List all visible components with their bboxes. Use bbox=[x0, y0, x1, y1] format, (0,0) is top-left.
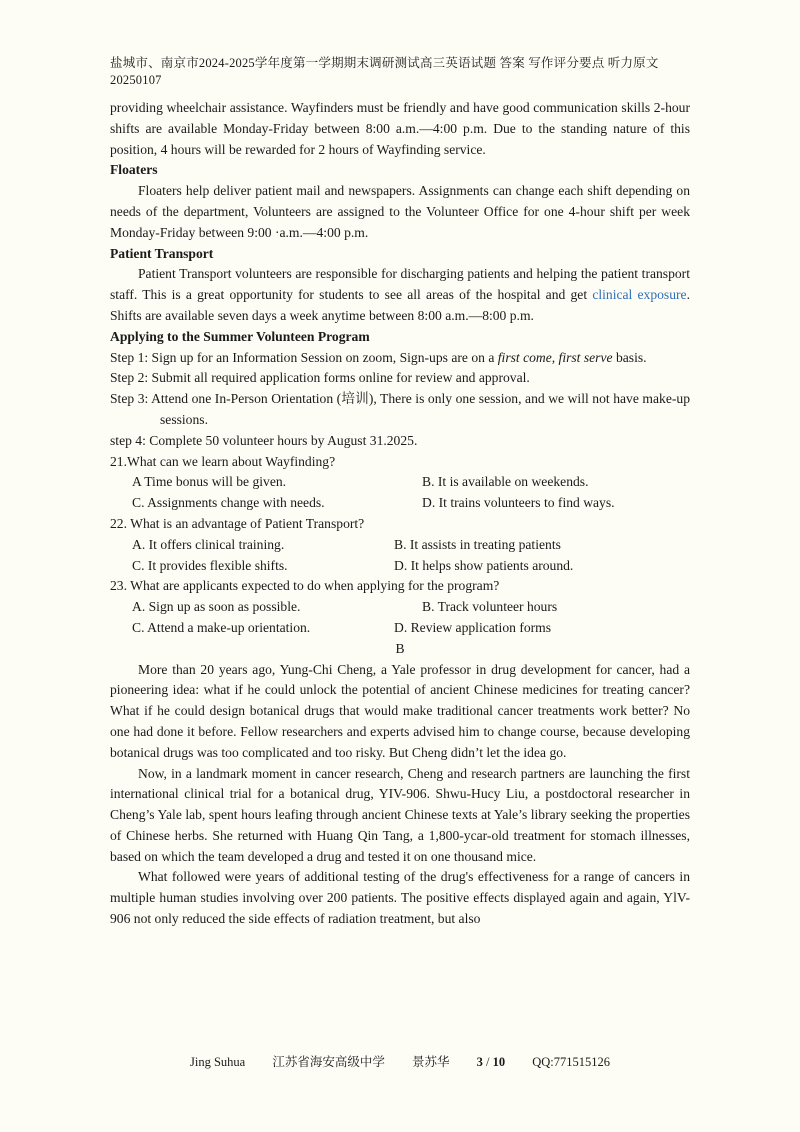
step-2 bbox=[110, 368, 690, 389]
paragraph-wayfinding-end: providing wheelchair assistance. Wayfinders must be friendly and have good communication skills 2-hour shifts are available Monday-Friday between 8:00 a.m.—4:00 p.m. Due to the standing nature of this position, 4 hours will be rewarded for 2 hours of Wayfinding service. bbox=[110, 100, 690, 157]
step-2-text: Step 2: Submit all required application forms online for review and approval. bbox=[110, 370, 530, 386]
transport-text-before: Patient Transport volunteers are responsible for discharging patients and helping the patient transport staff. This is a great opportunity for students to see all areas of the hospital and get bbox=[110, 266, 690, 303]
footer-school: 江苏省海安高级中学 bbox=[272, 1055, 385, 1069]
header-title: 盐城市、南京市2024-2025学年度第一学期期末调研测试高三英语试题 答案 写作评分要点 听力原文 bbox=[110, 56, 659, 70]
paragraph-patient-transport bbox=[110, 264, 690, 326]
option-a: A. It offers clinical training. bbox=[132, 536, 285, 552]
option-d: D. Review application forms bbox=[394, 619, 552, 635]
question-22 bbox=[110, 514, 690, 576]
page-separator: / bbox=[482, 1055, 493, 1069]
option-b: B. Track volunteer hours bbox=[422, 599, 558, 615]
option-c: C. Assignments change with needs. bbox=[132, 495, 325, 511]
step-4-text: step 4: Complete 50 volunteer hours by August 31.2025. bbox=[110, 432, 418, 448]
footer-author: Jing Suhua bbox=[189, 1055, 246, 1069]
step-1-text: Step 1: Sign up for an Information Session on zoom, Sign-ups are on a bbox=[110, 349, 498, 365]
question-22-row-ab bbox=[110, 535, 690, 556]
paragraph-floaters: Floaters help deliver patient mail and newspapers. Assignments can change each shift depending on needs of the department, Volunteers are assigned to the Volunteer Office for one 4-hour shift per week Monday-Friday between 9:00 ·a.m.—4:00 p.m. bbox=[110, 183, 690, 240]
footer-qq: QQ:771515126 bbox=[532, 1055, 610, 1069]
transport-text-after: . Shifts are available seven days a week anytime between 8:00 a.m.—8:00 p.m. bbox=[110, 287, 690, 323]
option-c: C. It provides flexible shifts. bbox=[132, 557, 288, 573]
option-a: A Time bonus will be given. bbox=[132, 474, 287, 490]
page-current: 3 bbox=[476, 1055, 483, 1069]
option-d: D. It helps show patients around. bbox=[394, 557, 574, 573]
question-21-row-cd bbox=[110, 493, 690, 514]
step-4 bbox=[110, 431, 690, 452]
heading-applying: Applying to the Summer Volunteen Program bbox=[110, 328, 370, 344]
page-header bbox=[110, 55, 690, 89]
question-21 bbox=[110, 452, 690, 514]
clinical-exposure-link[interactable]: clinical exposure bbox=[592, 287, 687, 303]
question-22-stem: 22. What is an advantage of Patient Transport? bbox=[110, 515, 365, 531]
step-3 bbox=[110, 389, 690, 431]
question-23-row-cd bbox=[110, 618, 690, 639]
question-22-row-cd bbox=[110, 556, 690, 577]
question-23-stem: 23. What are applicants expected to do when applying for the program? bbox=[110, 578, 500, 594]
passage-b-paragraph-1: More than 20 years ago, Yung-Chi Cheng, a Yale professor in drug development for cancer, had a pioneering idea: what if he could unlock the potential of ancient Chinese medicines for treating cancer? What if he could design botanical drugs that would make traditional cancer treatments work better? No one had done it before. Fellow researchers and experts advised him to change course, because developing botanical drugs was too complicated and too risky. But Cheng didn’t let the idea go. bbox=[110, 661, 690, 760]
footer-name-cn: 景苏华 bbox=[411, 1055, 450, 1069]
question-23-row-ab bbox=[110, 597, 690, 618]
section-b-label: B bbox=[395, 640, 405, 656]
option-b: B. It assists in treating patients bbox=[394, 536, 561, 552]
step-1 bbox=[110, 348, 690, 369]
document-body bbox=[110, 98, 690, 930]
passage-b-paragraph-2: Now, in a landmark moment in cancer research, Cheng and research partners are launching the first international clinical trial for a botanical drug, YIV-906. Shwu-Hucy Liu, a postdoctoral researcher in Cheng’s Yale lab, spent hours leafing through ancient Chinese texts at Yale’s library seeking the properties of Chinese herbs. She returned with Huang Qin Tang, a 1,800-ycar-old treatment for stomach illnesses, based on which the team developed a drug and tested it on one thousand mice. bbox=[110, 765, 690, 864]
heading-patient-transport: Patient Transport bbox=[110, 245, 214, 261]
page-number bbox=[477, 1055, 505, 1069]
page-footer bbox=[0, 1052, 800, 1070]
passage-b-paragraph-3: What followed were years of additional testing of the drug's effectiveness for a range of cancers in multiple human studies involving over 200 patients. The positive effects displayed again and again, YlV-906 not only reduced the side effects of radiation treatment, but also bbox=[110, 869, 690, 927]
step-3-text: Step 3: Attend one In-Person Orientation (培训), There is only one session, and we will not have make-up sessions. bbox=[110, 391, 690, 427]
question-21-row-ab bbox=[110, 472, 690, 493]
heading-floaters: Floaters bbox=[110, 162, 158, 178]
page-total: 10 bbox=[492, 1055, 506, 1069]
step-1-tail: basis. bbox=[612, 349, 647, 365]
question-23 bbox=[110, 576, 690, 638]
option-b: B. It is available on weekends. bbox=[422, 474, 589, 490]
option-a: A. Sign up as soon as possible. bbox=[132, 599, 301, 615]
option-d: D. It trains volunteers to find ways. bbox=[422, 495, 615, 511]
step-1-italic: first come, first serve bbox=[497, 349, 613, 365]
question-21-stem: 21.What can we learn about Wayfinding? bbox=[110, 453, 336, 469]
header-date: 20250107 bbox=[110, 73, 162, 87]
option-c: C. Attend a make-up orientation. bbox=[132, 619, 311, 635]
